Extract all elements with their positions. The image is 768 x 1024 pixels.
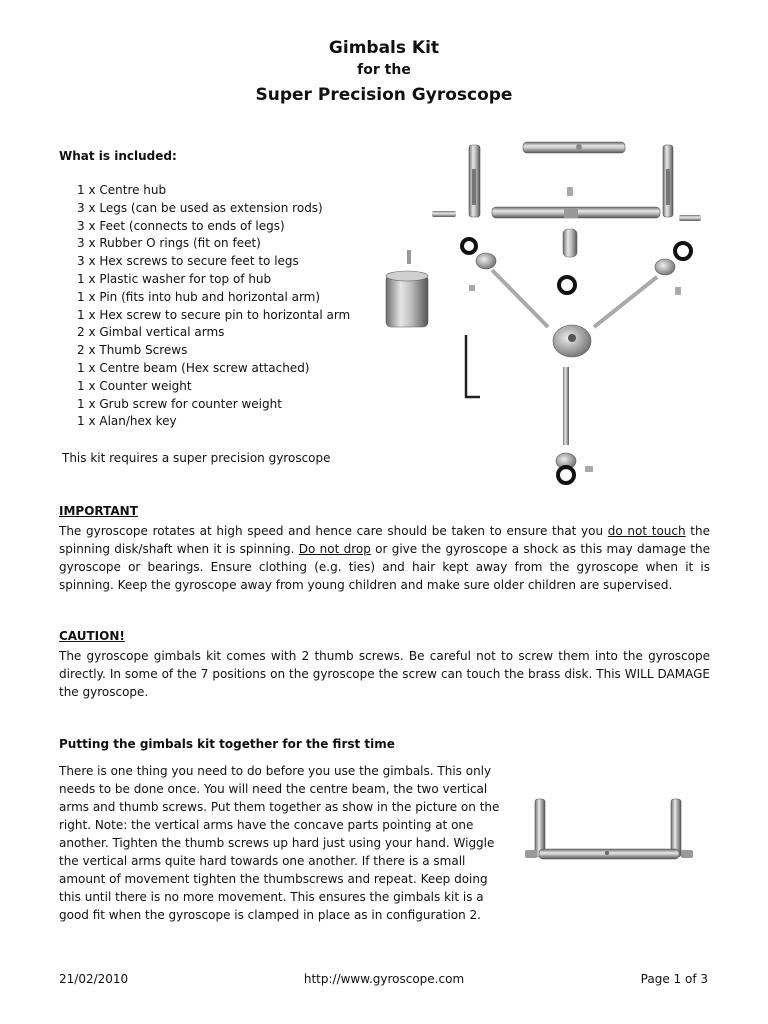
o-ring-left: [462, 239, 476, 253]
important-text-1: The gyroscope rotates at high speed and hence care should be taken to ensure that you: [59, 524, 608, 538]
included-item: 3 x Hex screws to secure feet to legs: [77, 254, 299, 269]
assembled-gimbals-photo: [525, 795, 700, 870]
included-list: [77, 182, 350, 431]
assembled-thumb-screw-right: [681, 850, 693, 858]
included-item: 3 x Feet (connects to ends of legs): [77, 218, 285, 233]
hex-key: [466, 335, 480, 397]
left-vertical-arm: [432, 145, 480, 217]
leg-left: [492, 270, 548, 327]
top-rod: [523, 142, 625, 153]
included-item: 1 x Centre beam (Hex screw attached): [77, 360, 310, 375]
grub-screw: [407, 250, 411, 264]
assembled-left-arm: [535, 799, 545, 857]
included-item: 2 x Thumb Screws: [77, 343, 188, 358]
pin: [563, 229, 577, 257]
page-subtitle: for the: [357, 62, 411, 78]
included-item: 1 x Grub screw for counter weight: [77, 396, 282, 411]
o-ring-centre: [559, 277, 575, 293]
right-vertical-arm: [663, 145, 701, 221]
small-screw: [567, 187, 573, 196]
important-do-not-touch: do not touch: [607, 524, 686, 538]
o-ring-right: [675, 243, 691, 259]
assembled-beam: [539, 849, 679, 859]
assembly-body: There is one thing you need to do before you use the gimbals. This only needs to be done once. You will need the centre beam, the two vertical arms and thumb screws. Put them together as show in the picture on the right. Note: the vertical arms have the concave parts pointing at one another. Tighten the thumb screws up hard just using your hand. Wiggle the vertical arms quite hard towards one another. If there is a small amount of movement tighten the thumbscrews and repeat. Keep doing this until there is no more movement. This ensures the gimbals kit is a good fit when the gyroscope is clamped in place as in configuration 2.: [59, 764, 500, 922]
footer-page-number: Page 1 of 3: [640, 972, 708, 986]
o-ring-bottom: [558, 467, 574, 483]
included-item: 1 x Pin (fits into hub and horizontal arm): [77, 289, 321, 304]
important-text-2: the spinning disk/shaft when it is spinning.: [59, 524, 710, 556]
important-body: [59, 522, 710, 594]
included-item: 1 x Hex screw to secure pin to horizontal arm: [77, 307, 351, 322]
counter-weight: [386, 271, 428, 327]
centre-beam: [492, 207, 660, 218]
foot-left: [476, 253, 496, 269]
leg-bottom: [563, 367, 569, 445]
assembled-thumb-screw-left: [525, 850, 537, 858]
assembled-right-arm: [671, 799, 681, 857]
product-title: Super Precision Gyroscope: [255, 85, 513, 105]
included-heading: What is included:: [59, 149, 177, 163]
included-item: 1 x Plastic washer for top of hub: [77, 271, 272, 286]
footer-date: 21/02/2010: [59, 972, 129, 986]
hex-screw: [469, 285, 475, 291]
footer-url[interactable]: http://www.gyroscope.com: [303, 972, 465, 986]
included-item: 3 x Legs (can be used as extension rods): [77, 200, 323, 215]
hex-screw-bottom: [585, 466, 593, 472]
important-text-3: or give the gyroscope a shock as this may damage the gyroscope or bearings. Ensure clothing (e.g. ties) and hair kept away from the gyroscope when it is spinning. Keep the gyroscope away from young children and make sure older children are supervised.: [59, 542, 710, 592]
included-item: 1 x Alan/hex key: [77, 414, 177, 429]
title-block: [0, 36, 768, 108]
centre-hub: [553, 325, 591, 357]
included-item: 3 x Rubber O rings (fit on feet): [77, 236, 261, 251]
page-title: Gimbals Kit: [328, 38, 440, 58]
important-do-not-drop: Do not drop: [298, 542, 371, 556]
caution-body: The gyroscope gimbals kit comes with 2 thumb screws. Be careful not to screw them into the gyroscope directly. In some of the 7 positions on the gyroscope the screw can touch the brass disk. This WILL DAMAGE the gyroscope.: [59, 649, 710, 699]
leg-right: [594, 277, 657, 327]
assembly-heading: Putting the gimbals kit together for the first time: [59, 737, 395, 751]
included-item: 1 x Centre hub: [77, 183, 167, 197]
caution-heading: CAUTION!: [59, 629, 125, 643]
included-item: 1 x Counter weight: [77, 378, 192, 393]
hex-screw-right: [675, 287, 681, 295]
important-heading: IMPORTANT: [59, 504, 138, 518]
included-item: 2 x Gimbal vertical arms: [77, 325, 225, 340]
foot-right: [655, 259, 675, 275]
parts-photo: [372, 135, 712, 495]
requires-note: This kit requires a super precision gyroscope: [62, 451, 331, 465]
